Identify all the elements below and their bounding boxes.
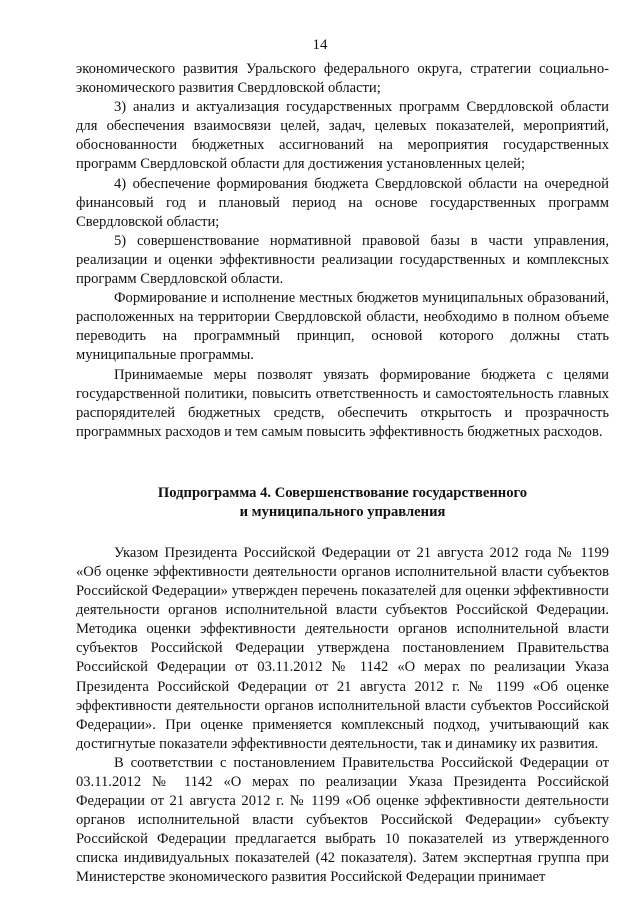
paragraph: Указом Президента Российской Федерации от 21 августа 2012 года № 1199 «Об оценке эффективности деятельности органов исполнительной власти субъектов Российской Федерации» утвержден перечень показателей для оценки эффективности деятельности органов исполнительной власти субъектов Российской Федерации. Методика оценки эффективности деятельности органов исполнительной власти субъектов Российской Федерации утверждена постановлением Правительства Российской Федерации от 03.11.2012 № 1142 «О мерах по реализации Указа Президента Российской Федерации от 21 августа 2012 г. № 1199 «Об оценке эффективности деятельности органов исполнительной власти субъектов Российской Федерации». При оценке применяется комплексный подход, учитывающий как достигнутые показатели эффективности деятельности, так и динамику их развития. — [76, 544, 609, 752]
paragraph: В соответствии с постановлением Правительства Российской Федерации от 03.11.2012 № 1142 «О мерах по реализации Указа Президента Российской Федерации от 21 августа 2012 г. № 1199 «Об оценке эффективности деятельности органов исполнительной власти субъектов Российской Федерации» субъекту Российской Федерации предлагается выбрать 10 показателей из утвержденного списка индивидуальных показателей (42 показателя). Затем экспертная группа при Министерстве экономического развития Российской Федерации принимает — [76, 754, 609, 886]
paragraph: 3) анализ и актуализация государственных программ Свердловской области для обеспечения взаимосвязи целей, задач, целевых показателей, мероприятий, обоснованности бюджетных ассигнований на мероприятия государственных программ Свердловской области для достижения установленных целей; — [76, 99, 609, 173]
document-body — [76, 60, 609, 888]
paragraph: 5) совершенствование нормативной правовой базы в части управления, реализации и оценки эффективности реализации государственных и комплексных программ Свердловской области. — [76, 232, 609, 288]
section-heading-line: Подпрограмма 4. Совершенствование государственного — [157, 484, 528, 501]
section-heading — [76, 484, 609, 522]
section-heading-line: и муниципального управления — [239, 503, 446, 520]
paragraph: 4) обеспечение формирования бюджета Свердловской области на очередной финансовый год и плановый период на основе государственных программ Свердловской области; — [76, 175, 609, 230]
page-number: 14 — [312, 37, 328, 53]
paragraph: Принимаемые меры позволят увязать формирование бюджета с целями государственной политики, повысить ответственность и самостоятельность главных распорядителей бюджетных средств, обеспечить открытость и прозрачность программных расходов и тем самым повысить эффективность бюджетных расходов. — [76, 366, 609, 440]
paragraph: экономического развития Уральского федерального округа, стратегии социально-экономического развития Свердловской области; — [76, 61, 609, 97]
paragraph: Формирование и исполнение местных бюджетов муниципальных образований, расположенных на территории Свердловской области, необходимо в полном объеме переводить на программный принцип, основой которого должны стать муниципальные программы. — [76, 290, 609, 364]
